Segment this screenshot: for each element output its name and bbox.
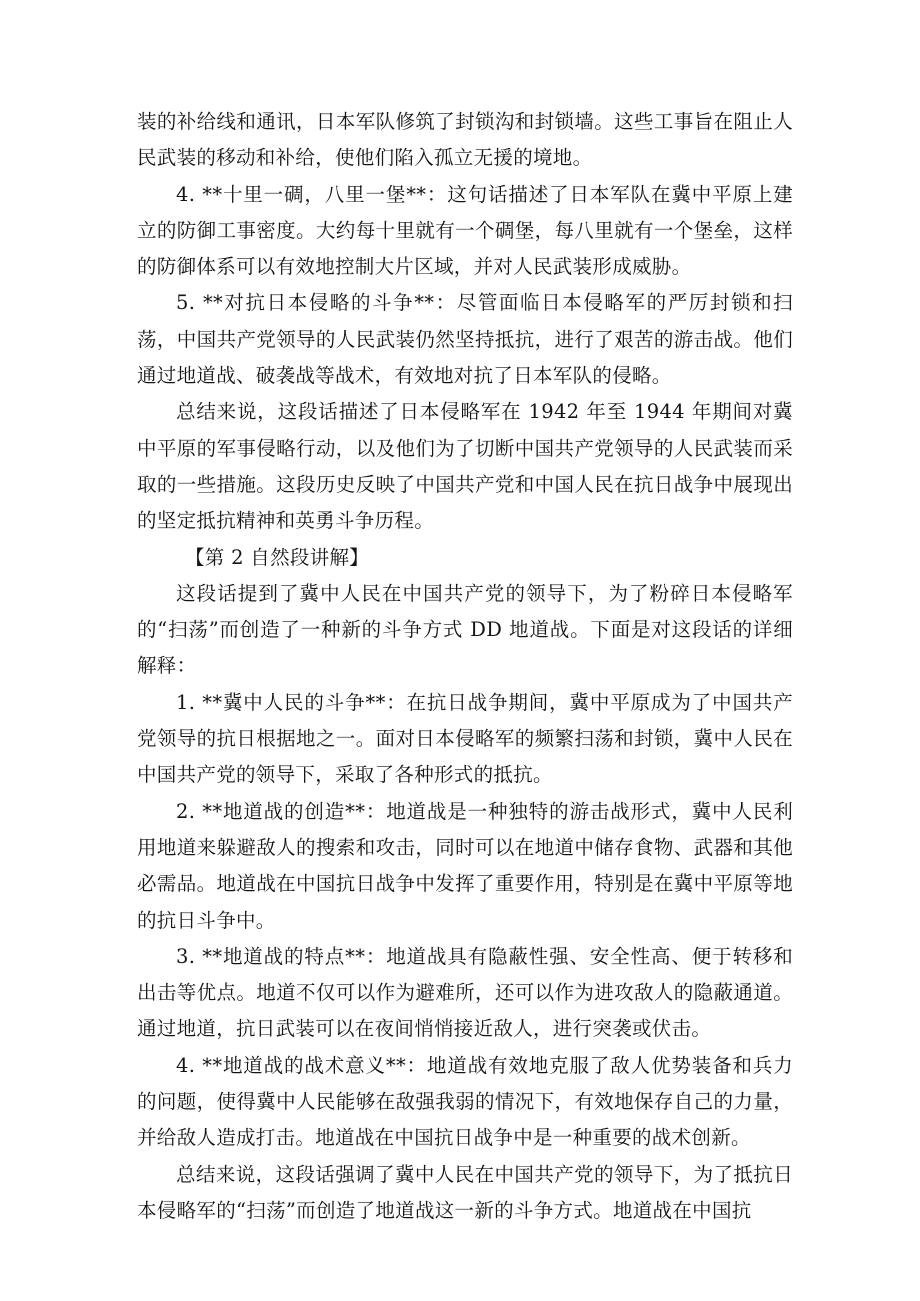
paragraph-summary-1: 总结来说，这段话描述了日本侵略军在 1942 年至 1944 年期间对冀中平原的军事侵略行动，以及他们为了切断中国共产党领导的人民武装而采取的一些措施。这段历史反映了中国共产党和中国人民在抗日战争中展现出的坚定抵抗精神和英勇斗争历程。 — [137, 400, 793, 533]
document-body — [137, 104, 793, 1229]
paragraph-point-4b: 4. **地道战的战术意义**：地道战有效地克服了敌人优势装备和兵力的问题，使得冀中人民能够在敌强我弱的情况下，有效地保存自己的力量，并给敌人造成打击。地道战在中国抗日战争中是一种重要的战术创新。 — [137, 1053, 793, 1150]
paragraph-point-1: 1. **冀中人民的斗争**：在抗日战争期间，冀中平原成为了中国共产党领导的抗日根据地之一。面对日本侵略军的频繁扫荡和封锁，冀中人民在中国共产党的领导下，采取了各种形式的抵抗。 — [137, 690, 793, 787]
paragraph-summary-2: 总结来说，这段话强调了冀中人民在中国共产党的领导下，为了抵抗日本侵略军的“扫荡”而创造了地道战这一新的斗争方式。地道战在中国抗 — [137, 1162, 793, 1222]
paragraph-point-4: 4. **十里一碉，八里一堡**：这句话描述了日本军队在冀中平原上建立的防御工事密度。大约每十里就有一个碉堡，每八里就有一个堡垒，这样的防御体系可以有效地控制大片区域，并对人民武装形成威胁。 — [137, 182, 793, 279]
paragraph-intro-2: 这段话提到了冀中人民在中国共产党的领导下，为了粉碎日本侵略军的“扫荡”而创造了一种新的斗争方式 DD 地道战。下面是对这段话的详细解释： — [137, 581, 793, 678]
paragraph-point-3: 3. **地道战的特点**：地道战具有隐蔽性强、安全性高、便于转移和出击等优点。地道不仅可以作为避难所，还可以作为进攻敌人的隐蔽通道。通过地道，抗日武装可以在夜间悄悄接近敌人，进行突袭或伏击。 — [137, 944, 793, 1041]
section-heading: 【第 2 自然段讲解】 — [185, 545, 370, 569]
paragraph-point-2: 2. **地道战的创造**：地道战是一种独特的游击战形式，冀中人民利用地道来躲避敌人的搜索和攻击，同时可以在地道中储存食物、武器和其他必需品。地道战在中国抗日战争中发挥了重要作用，特别是在冀中平原等地的抗日斗争中。 — [137, 799, 793, 932]
paragraph-point-5: 5. **对抗日本侵略的斗争**：尽管面临日本侵略军的严厉封锁和扫荡，中国共产党领导的人民武装仍然坚持抵抗，进行了艰苦的游击战。他们通过地道战、破袭战等战术，有效地对抗了日本军队的侵略。 — [137, 291, 793, 388]
paragraph-continuation: 装的补给线和通讯，日本军队修筑了封锁沟和封锁墙。这些工事旨在阻止人民武装的移动和补给，使他们陷入孤立无援的境地。 — [137, 110, 793, 170]
